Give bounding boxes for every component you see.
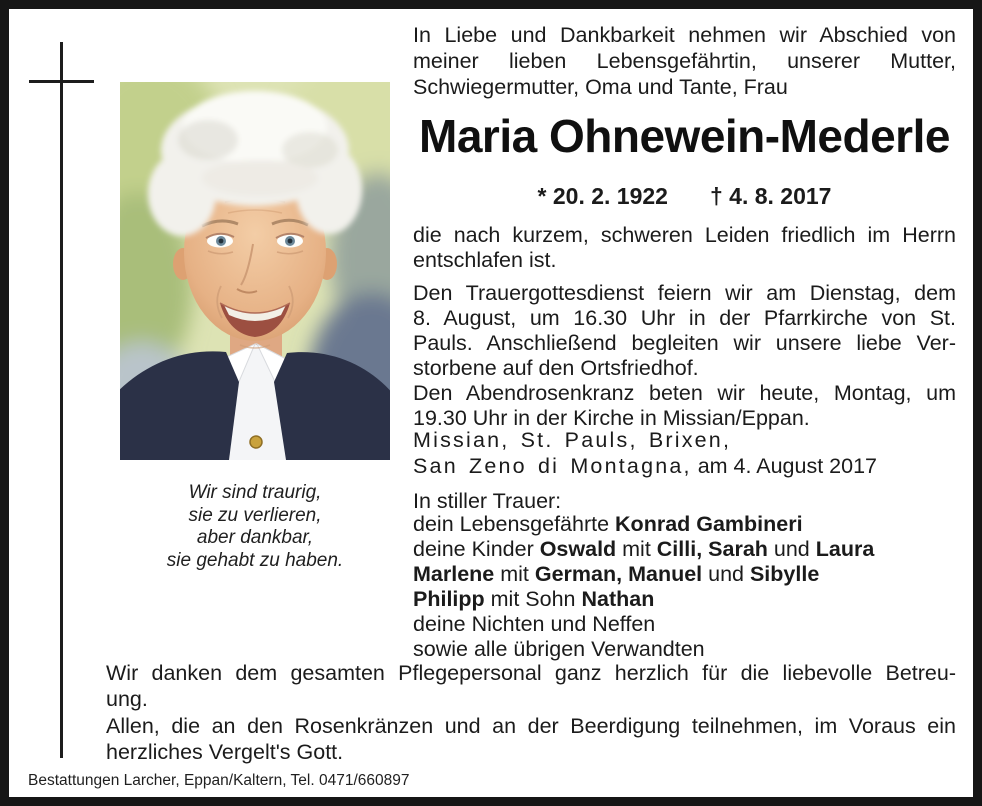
text-line: In Liebe und Dankbarkeit nehmen wir Abschied von (413, 23, 956, 47)
text-line: Den Abendrosenkranz beten wir heute, Montag, um (413, 381, 956, 405)
text-line: sie gehabt zu haben. (166, 549, 344, 571)
thanks-attendance-paragraph (106, 713, 956, 765)
places-line: Missian, St. Pauls, Brixen, (413, 428, 732, 452)
text-line: aber dankbar, (196, 527, 314, 548)
deceased-name: Maria Ohnewein-Mederle (419, 110, 950, 162)
text-line: Den Trauergottesdienst feiern wir am Dienstag, dem (413, 281, 956, 305)
cross-vertical-rule (60, 42, 63, 758)
text-line: entschlafen ist. (413, 248, 557, 272)
mourner-line: Marlene mit German, Manuel und Sibylle (413, 562, 820, 586)
thanks-care-paragraph (106, 660, 956, 712)
text-line: Allen, die an den Rosenkränzen und an der Beerdigung teilnehmen, im Voraus ein (106, 714, 956, 738)
places-date-line: San Zeno di Montagna, am 4. August 2017 (413, 453, 877, 478)
funeral-home-footer: Bestattungen Larcher, Eppan/Kaltern, Tel. 0471/660897 (28, 772, 410, 789)
text-line: meiner lieben Lebensgefährtin, unserer Mutter, (413, 49, 956, 73)
text-line: Pauls. Anschließend begleiten wir unsere liebe Ver- (413, 331, 956, 355)
portrait-photo (120, 82, 390, 460)
death-note-paragraph (413, 223, 956, 273)
death-date: † 4. 8. 2017 (709, 183, 832, 209)
cross-horizontal-rule (29, 80, 94, 83)
mourners-list (413, 512, 956, 662)
portrait-illustration (120, 82, 390, 460)
mourner-line: dein Lebensgefährte Konrad Gambineri (413, 512, 803, 536)
text-line: 8. August, um 16.30 Uhr in der Pfarrkirche von St. (413, 306, 956, 330)
text-line: Wir sind traurig, (188, 482, 322, 503)
mourner-line: Philipp mit Sohn Nathan (413, 587, 655, 611)
birth-date: * 20. 2. 1922 (537, 183, 668, 209)
text-line: die nach kurzem, schweren Leiden friedlich im Herrn (413, 223, 956, 247)
text-line: Wir danken dem gesamten Pflegepersonal ganz herzlich für die liebevolle Betreu- (106, 661, 956, 685)
text-line: storbene auf den Ortsfriedhof. (413, 356, 699, 380)
mourner-line: deine Nichten und Neffen (413, 612, 656, 636)
rosary-paragraph (413, 381, 956, 431)
mourning-heading: In stiller Trauer: (413, 489, 562, 513)
mourner-line: deine Kinder Oswald mit Cilli, Sarah und Laura (413, 537, 875, 561)
places-date-block (413, 428, 956, 479)
text-line: herzliches Vergelt's Gott. (106, 740, 344, 764)
text-line: sie zu verlieren, (188, 504, 322, 526)
mourner-line: sowie alle übrigen Verwandten (413, 637, 705, 661)
funeral-service-paragraph (413, 281, 956, 381)
text-line: Schwiegermutter, Oma und Tante, Frau (413, 75, 788, 99)
photo-caption (100, 482, 410, 572)
text-line: ung. (106, 687, 148, 711)
life-dates (413, 183, 956, 209)
text-line: 19.30 Uhr in der Kirche in Missian/Eppan. (413, 406, 810, 430)
intro-paragraph (413, 22, 956, 100)
